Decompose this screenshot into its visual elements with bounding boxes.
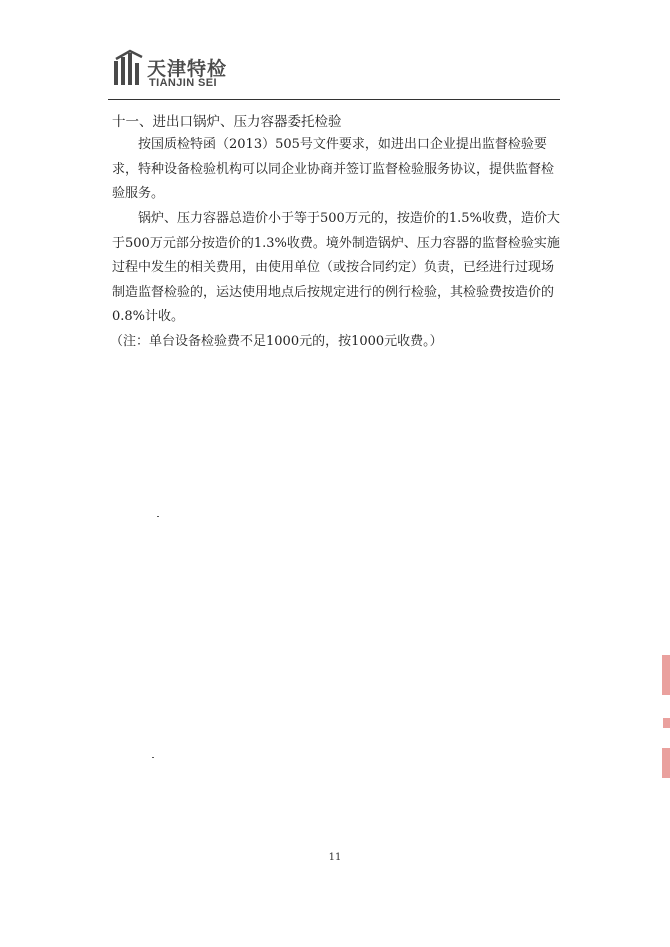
stamp-edge-mark	[662, 655, 670, 695]
scan-speck	[157, 516, 159, 517]
header-divider	[108, 99, 560, 100]
fee-note: （注：单台设备检验费不足1000元的，按1000元收费。）	[110, 334, 443, 349]
stamp-edge-mark	[663, 718, 670, 728]
stamp-edge-mark	[662, 748, 670, 778]
logo-chinese-name: 天津特检	[147, 58, 228, 80]
paragraph-2: 锅炉、压力容器总造价小于等于500万元的，按造价的1.5%收费，造价大于500万元部分按造价的1.3%收费。境外制造锅炉、压力容器的监督检验实施过程中发生的相关费用，由使用单位（或按合同约定）负责，已经进行过现场制造监督检验的，运达使用地点后按规定进行的例行检验，其检验费按造价的0.8%计收。	[112, 211, 560, 324]
page-number: 11	[328, 852, 342, 863]
company-logo-icon	[113, 49, 143, 87]
logo-english-name: TIANJIN SEI	[149, 77, 217, 89]
page-header	[108, 44, 560, 100]
paragraph-1: 按国质检特函（2013）505号文件要求，如进出口企业提出监督检验要求，特种设备检验机构可以同企业协商并签订监督检验服务协议，提供监督检验服务。	[112, 137, 555, 201]
section-title: 十一、进出口锅炉、压力容器委托检验	[112, 114, 342, 130]
scan-speck	[152, 757, 154, 758]
